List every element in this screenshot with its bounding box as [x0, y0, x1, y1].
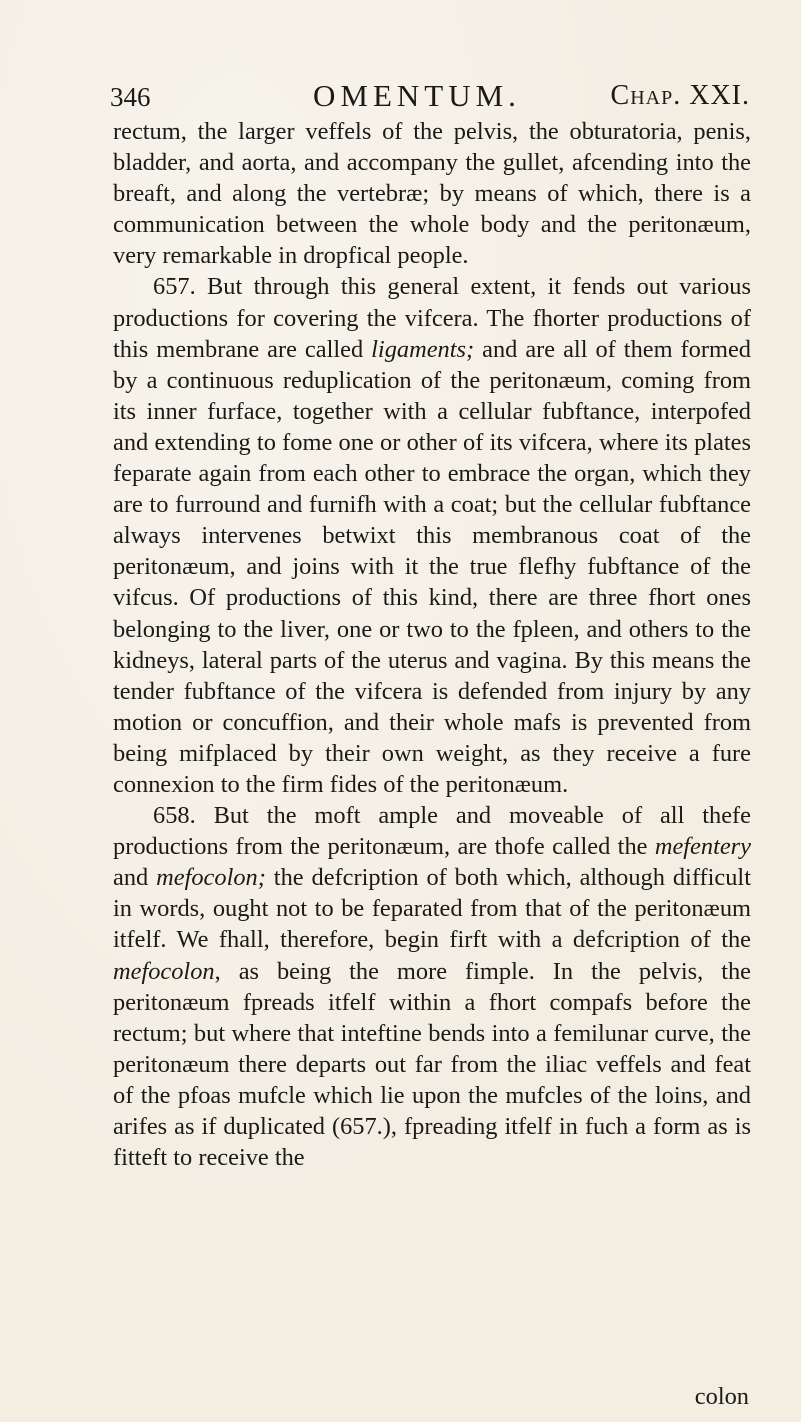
text-run: and are all of them formed by a continuous reduplication of the peritonæum, coming from its inner furface, together with a cellular fubftance, interpofed and extending to fome one or other of its vifcera, where its plates feparate again from each other to embrace the organ, which they are to furround and furnifh with a coat; but the cellular fubftance always intervenes betwixt this membranous coat of the peritonæum, and joins with it the true flefhy fubftance of the vifcus. Of productions of this kind, there are three fhort ones belonging to the liver, one or two to the fpleen, and others to the kidneys, lateral parts of the uterus and vagina. By this means the tender fubftance of the vifcera is defended from injury by any motion or concuffion, and their whole mafs is prevented from being mifplaced by their own weight, as they receive a fure connexion to the firm fides of the peritonæum. — [113, 335, 751, 798]
text-run: rectum, the larger veffels of the pelvis, the obturatoria, penis, bladder, and aorta, and accompany the gullet, afcending into the breaft, and along the vertebræ; by means of which, there is a communication between the whole body and the peritonæum, very remarkable in dropfical people. — [113, 118, 751, 270]
italic-term: mefocolon — [113, 957, 215, 985]
catchword: colon — [694, 1383, 749, 1410]
page-number: 346 — [110, 82, 151, 112]
italic-term: ligaments; — [371, 335, 475, 363]
paragraph-658 — [113, 800, 751, 1173]
text-run: and — [113, 864, 157, 892]
paragraph-657 — [113, 271, 751, 800]
text-run: 657. But through this general extent, it fends out various productions for covering the vifcera. The fhorter productions of this membrane are called — [113, 273, 751, 363]
text-run: 658. But the moft ample and moveable of all thefe productions from the peritonæum, are thofe called the — [113, 802, 751, 861]
chapter-label: Chap. XXI. — [610, 80, 750, 111]
page-header — [110, 78, 750, 114]
italic-term: mefentery — [654, 833, 751, 861]
italic-term: mefocolon; — [156, 864, 266, 892]
body-text — [113, 116, 751, 1173]
running-title: OMENTUM. — [313, 78, 521, 113]
text-run: the defcription of both which, although difficult in words, ought not to be feparated from that of the peritonæum itfelf. We fhall, therefore, begin firft with a defcription of the — [113, 864, 751, 954]
text-run: , as being the more fimple. In the pelvis, the peritonæum fpreads itfelf within a fhort compafs before the rectum; but where that inteftine bends into a femilunar curve, the peritonæum there departs out far from the iliac veffels and feat of the pfoas mufcle which lie upon the mufcles of the loins, and arifes as if duplicated (657.), fpreading itfelf in fuch a form as is fitteft to receive the — [113, 957, 751, 1172]
paragraph-continuation — [113, 116, 751, 271]
